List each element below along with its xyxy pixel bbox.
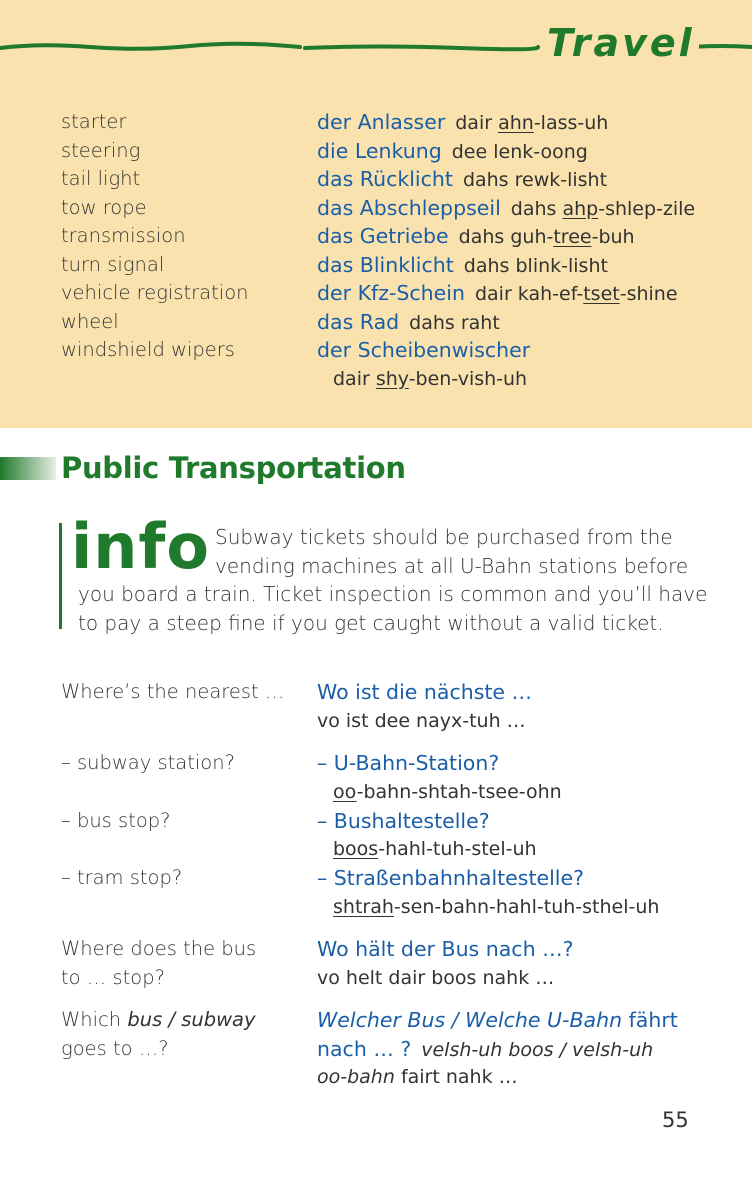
vocab-english: starter <box>61 110 127 133</box>
vocab-german-term: das Rücklicht <box>317 167 453 191</box>
page-header-title: Travel <box>543 20 699 66</box>
vocab-german-term: das Rad <box>317 309 400 334</box>
phrase-en: – bus stop? <box>61 808 171 832</box>
phrase-en: Where does the bus <box>61 937 257 960</box>
phrase-de-with-pronunciation: nach … ? velsh-uh boos / velsh-uh <box>317 1036 654 1061</box>
vocab-german-term: der Kfz-Schein <box>317 281 465 305</box>
vocab-english: vehicle registration <box>61 281 249 304</box>
vocab-english: tail light <box>61 167 141 190</box>
phrase-de: – U-Bahn-Station? <box>317 751 500 775</box>
vocab-english: transmission <box>61 224 186 247</box>
phrase-pronunciation: boos-hahl-tuh-stel-uh <box>333 838 537 860</box>
vocab-german-term: der Anlasser <box>317 110 446 134</box>
info-text-line-1: Subway tickets should be purchased from the <box>215 525 673 549</box>
vocab-pronunciation: dahs guh-tree-buh <box>458 226 635 248</box>
vocab-german <box>317 336 530 367</box>
vocab-pronunciation: dair kah-ef-tset-shine <box>474 283 678 305</box>
vocab-german <box>317 308 500 339</box>
section-marker <box>0 457 56 480</box>
vocab-row <box>61 194 741 223</box>
vocab-english: windshield wipers <box>61 338 235 361</box>
vocab-row <box>61 137 741 166</box>
vocab-german-term: das Blinklicht <box>317 252 454 277</box>
vocab-german <box>317 137 588 168</box>
vocab-german-term: die Lenkung <box>317 138 442 163</box>
vocabulary-list <box>61 108 741 393</box>
phrase-de: Wo hält der Bus nach …? <box>317 937 574 961</box>
vocab-german <box>317 108 608 139</box>
vocab-german <box>317 279 678 310</box>
vocab-german-term: der Scheibenwischer <box>317 338 531 362</box>
vocab-english: tow rope <box>61 195 147 219</box>
vocab-pronunciation: dee lenk-oong <box>451 140 588 163</box>
phrase-de: Wo ist die nächste … <box>317 680 533 704</box>
vocab-german <box>317 222 635 253</box>
vocab-pronunciation: dahs raht <box>409 311 500 334</box>
vocab-german <box>317 194 695 225</box>
vocab-english: turn signal <box>61 252 165 276</box>
section-title: Public Transportation <box>61 451 406 485</box>
phrase-pronunciation: vo helt dair boos nahk … <box>317 966 555 989</box>
info-box <box>59 510 708 635</box>
phrase-de: – Straßenbahnhaltestelle? <box>317 866 585 890</box>
info-label: info <box>71 510 210 583</box>
vocab-row <box>61 108 741 137</box>
vocab-german <box>317 165 607 196</box>
vocab-pronunciation: dair shy-ben-vish-uh <box>333 367 528 390</box>
vocab-pronunciation: dahs ahp-shlep-zile <box>510 197 696 220</box>
vocab-row <box>61 222 741 251</box>
vocab-german-term: das Getriebe <box>317 224 449 248</box>
page-number: 55 <box>662 1108 689 1132</box>
phrase-pronunciation: shtrah-sen-bahn-hahl-tuh-sthel-uh <box>333 895 660 918</box>
phrase-de: Welcher Bus / Welche U-Bahn fährt <box>317 1008 678 1032</box>
phrase-de: – Bushaltestelle? <box>317 808 490 833</box>
phrase-pronunciation: oo-bahn fairt nahk … <box>317 1066 518 1088</box>
phrase-en: – subway station? <box>61 751 235 774</box>
vocab-row <box>61 279 741 308</box>
vocab-pronunciation: dahs rewk-lisht <box>462 169 608 191</box>
vocab-row <box>61 165 741 194</box>
vocab-row <box>61 251 741 280</box>
phrase-en: goes to …? <box>61 1036 169 1060</box>
phrase-pronunciation: oo-bahn-shtah-tsee-ohn <box>333 780 562 803</box>
vocab-row <box>61 308 741 337</box>
vocab-german <box>317 251 608 282</box>
phrase-pronunciation: vo ist dee nayx-tuh … <box>317 709 526 732</box>
vocab-english: steering <box>61 138 141 162</box>
phrase-en: to … stop? <box>61 965 165 989</box>
vocab-german-term: das Abschleppseil <box>317 195 501 220</box>
info-text-line-2: vending machines at all U-Bahn stations before <box>215 553 689 578</box>
vocab-pronunciation: dair ahn-lass-uh <box>455 112 609 134</box>
info-rule <box>59 523 62 629</box>
vocab-row <box>61 336 741 365</box>
phrase-en: Where’s the nearest … <box>61 680 285 703</box>
vocab-pronunciation: dahs blink-lisht <box>463 254 608 277</box>
vocab-english: wheel <box>61 309 119 333</box>
phrase-en: – tram stop? <box>61 866 183 889</box>
info-text-line-3: you board a train. Ticket inspection is common and you’ll have <box>78 582 708 606</box>
info-text-line-4: to pay a steep fine if you get caught without a valid ticket. <box>78 610 664 635</box>
phrase-en: Which bus / subway <box>61 1008 256 1031</box>
vocab-row <box>61 365 741 394</box>
